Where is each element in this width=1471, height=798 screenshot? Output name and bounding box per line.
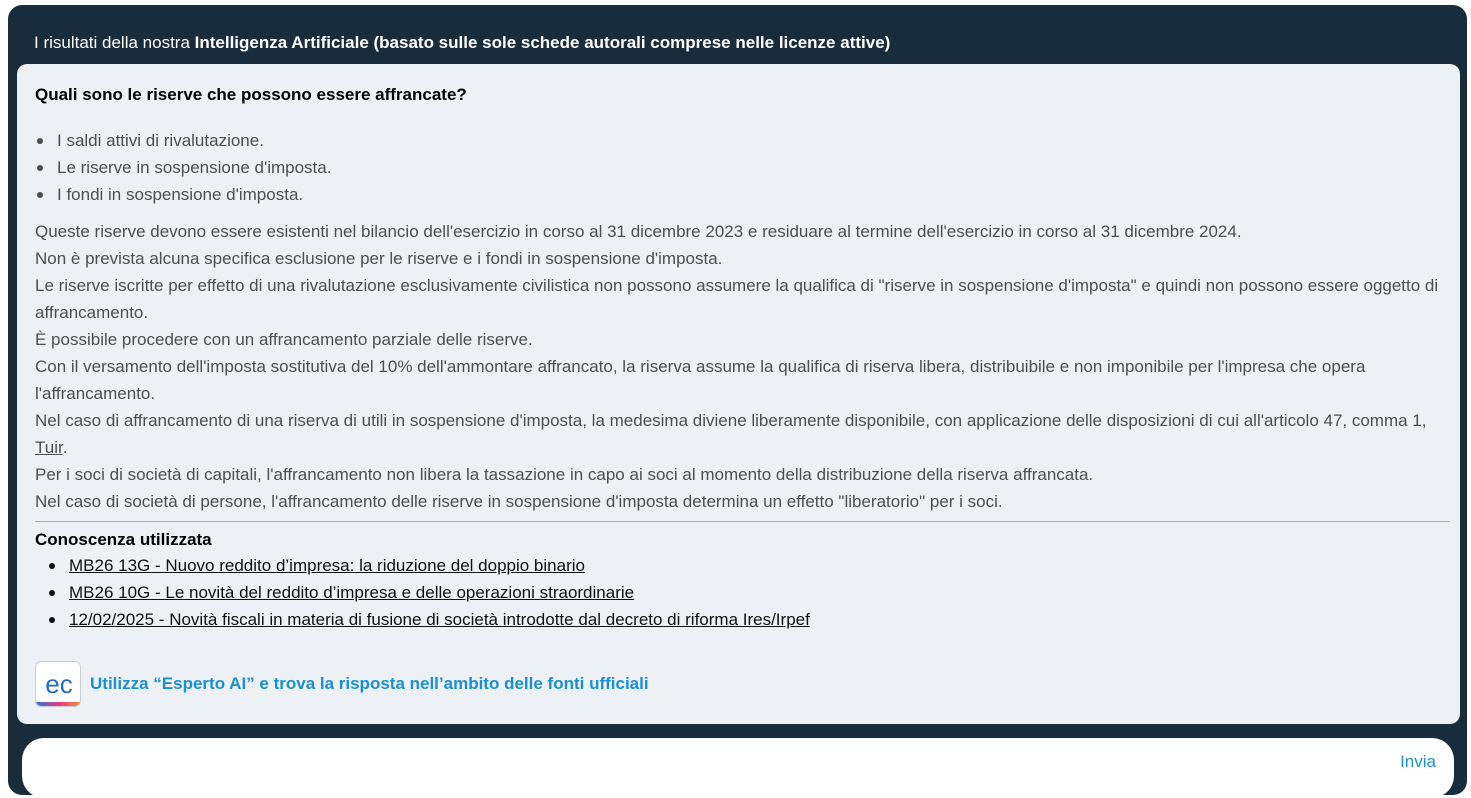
list-item	[35, 579, 810, 606]
question-title: Quali sono le riserve che possono essere affrancate?	[35, 85, 467, 104]
answer-paragraph: Nel caso di società di persone, l'affrancamento delle riserve in sospensione d'imposta determina un effetto "liberatorio" per i soci.	[35, 492, 1003, 511]
answer-paragraph: Queste riserve devono essere esistenti nel bilancio dell'esercizio in corso al 31 dicembre 2023 e residuare al termine dell'esercizio in corso al 31 dicembre 2024.	[35, 222, 1242, 241]
tuir-paragraph-end: .	[62, 438, 68, 457]
answer-paragraph: Con il versamento dell'imposta sostitutiva del 10% dell'ammontare affrancato, la riserva assume la qualifica di riserva libera, distribuibile e non imponibile per l'impresa che opera l'affrancamento.	[35, 357, 1366, 403]
esperto-ai-logo-icon[interactable]	[35, 661, 81, 707]
header-bold-title: Intelligenza Artificiale (basato sulle sole schede autorali comprese nelle licenze attive)	[194, 33, 891, 52]
logo-graphic	[36, 662, 81, 707]
list-item: I fondi in sospensione d'imposta.	[35, 181, 331, 208]
answer-card	[17, 64, 1460, 724]
list-item: I saldi attivi di rivalutazione.	[35, 127, 331, 154]
logo-letters: ec	[45, 669, 73, 699]
answer-paragraph: È possibile procedere con un affrancamento parziale delle riserve.	[35, 330, 533, 349]
header-prefix: I risultati della nostra	[34, 33, 195, 52]
panel-header	[34, 29, 890, 57]
answer-bullet-list	[35, 127, 331, 208]
list-item	[35, 606, 810, 633]
source-link[interactable]: MB26 13G - Nuovo reddito d’impresa: la riduzione del doppio binario	[69, 556, 585, 575]
source-link[interactable]: MB26 10G - Le novità del reddito d’impresa e delle operazioni straordinarie	[69, 583, 635, 602]
section-divider	[35, 521, 1450, 522]
answer-body	[35, 218, 1445, 515]
answer-paragraph: Per i soci di società di capitali, l'affrancamento non libera la tassazione in capo ai soci al momento della distribuzione della riserva affrancata.	[35, 465, 1094, 484]
list-item	[35, 552, 810, 579]
knowledge-sources-list	[35, 552, 810, 633]
source-link[interactable]: 12/02/2025 - Novità fiscali in materia di fusione di società introdotte dal decreto di riforma Ires/Irpef	[69, 610, 810, 629]
answer-paragraph: Non è prevista alcuna specifica esclusione per le riserve e i fondi in sospensione d'imposta.	[35, 249, 723, 268]
expert-ai-row	[35, 661, 649, 707]
tuir-link[interactable]: Tuir	[35, 438, 63, 457]
knowledge-title: Conoscenza utilizzata	[35, 530, 212, 549]
send-button[interactable]: Invia	[1400, 752, 1436, 771]
answer-paragraph: Le riserve iscritte per effetto di una rivalutazione esclusivamente civilistica non possono assumere la qualifica di "riserve in sospensione d'imposta" e quindi non possono essere oggetto di affrancamento.	[35, 276, 1439, 322]
list-item: Le riserve in sospensione d'imposta.	[35, 154, 331, 181]
tuir-paragraph-text: Nel caso di affrancamento di una riserva di utili in sospensione d'imposta, la medesima diviene liberamente disponibile, con applicazione delle disposizioni di cui all'articolo 47, comma 1,	[35, 411, 1427, 430]
answer-paragraph-tuir	[35, 407, 1445, 461]
chat-input-box[interactable]	[22, 738, 1454, 798]
esperto-ai-link[interactable]: Utilizza “Esperto AI” e trova la risposta nell’ambito delle fonti ufficiali	[90, 674, 649, 693]
